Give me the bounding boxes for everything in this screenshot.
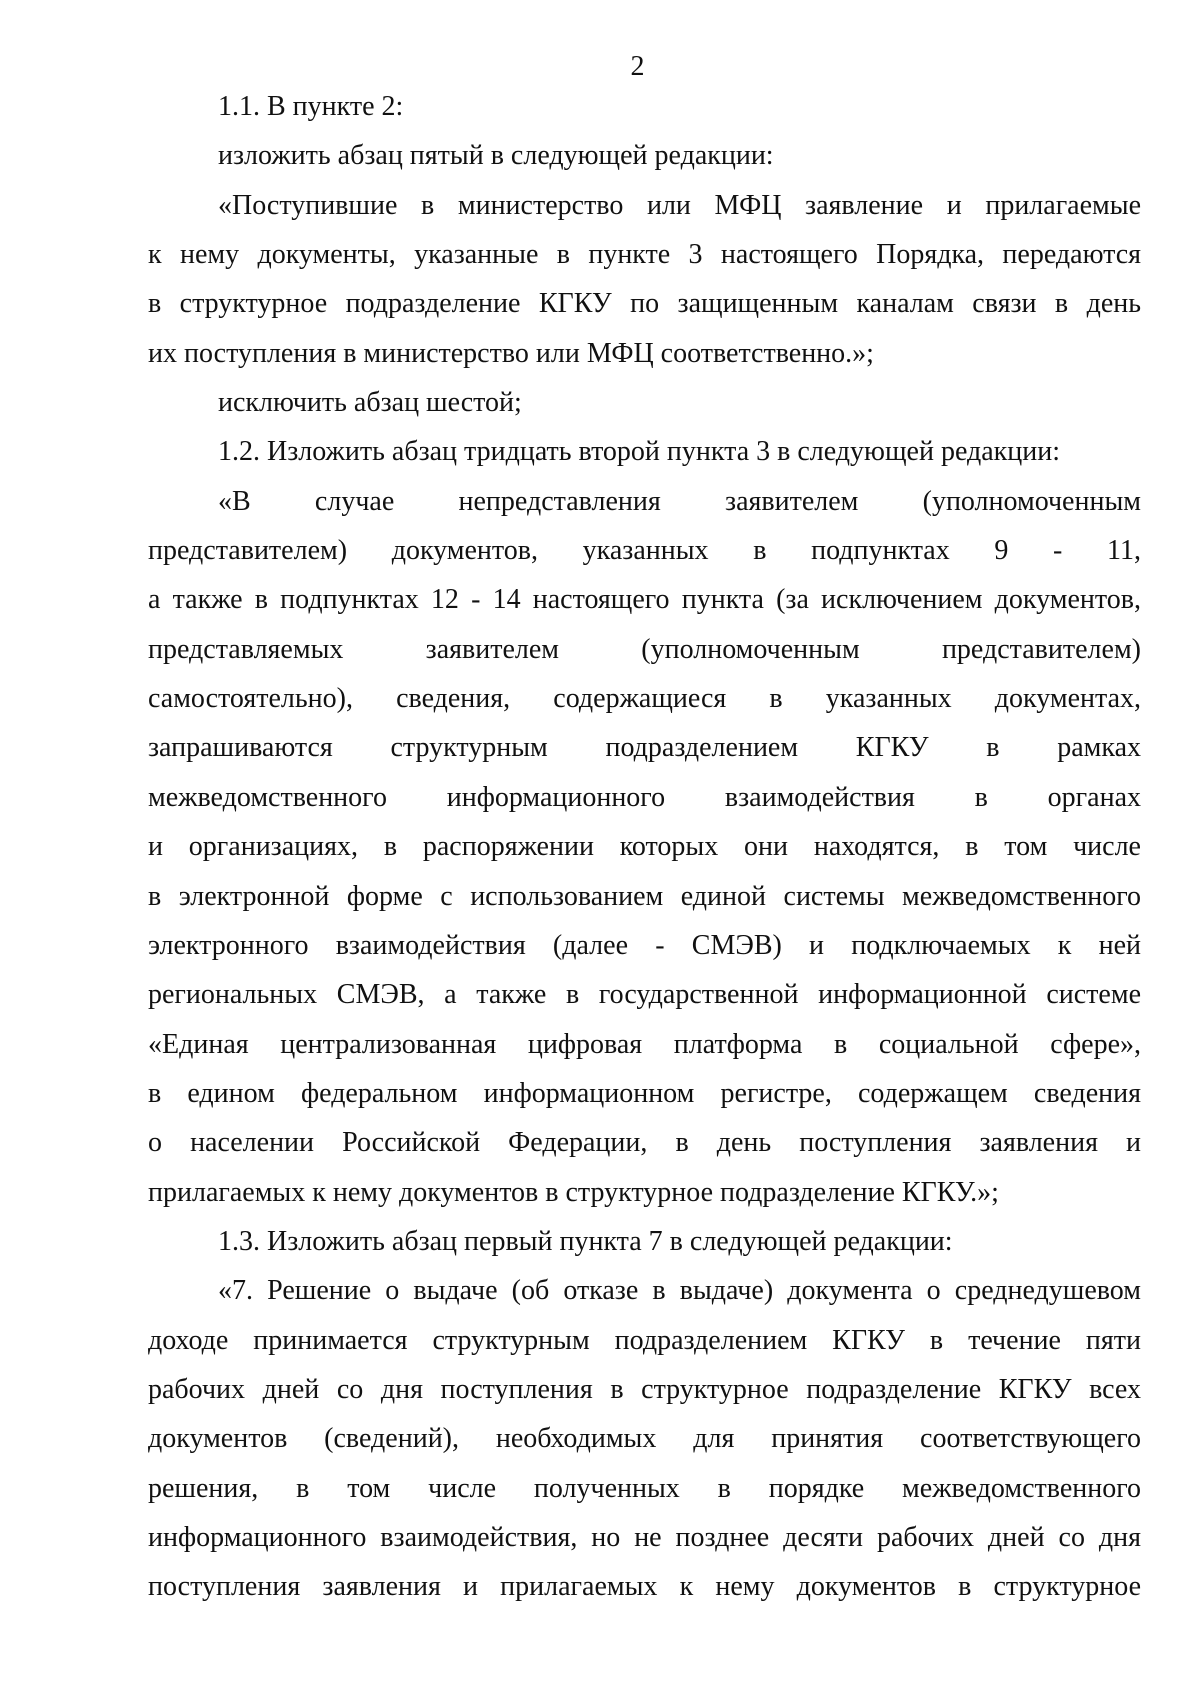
document-body <box>148 82 1141 1612</box>
text-line: самостоятельно), сведения, содержащиеся в указанных документах, <box>148 683 1141 715</box>
text-line: доходе принимается структурным подразделением КГКУ в течение пяти <box>148 1324 1141 1356</box>
text-line: представляемых заявителем (уполномоченным представителем) <box>148 633 1141 665</box>
text-line: в электронной форме с использованием единой системы межведомственного <box>148 880 1141 912</box>
text-line: о населении Российской Федерации, в день поступления заявления и <box>148 1127 1141 1159</box>
page-number: 2 <box>630 51 645 82</box>
text-line: их поступления в министерство или МФЦ соответственно.»; <box>148 337 874 369</box>
text-line: в едином федеральном информационном регистре, содержащем сведения <box>148 1077 1141 1109</box>
text-line: решения, в том числе полученных в порядке межведомственного <box>148 1472 1141 1504</box>
text-line: изложить абзац пятый в следующей редакции: <box>218 140 774 172</box>
text-line: рабочих дней со дня поступления в структурное подразделение КГКУ всех <box>148 1373 1141 1405</box>
text-line: запрашиваются структурным подразделением КГКУ в рамках <box>148 732 1141 764</box>
text-line: «В случае непредставления заявителем (уполномоченным <box>218 485 1141 517</box>
text-line: «7. Решение о выдаче (об отказе в выдаче) документа о среднедушевом <box>218 1275 1141 1307</box>
text-line: межведомственного информационного взаимодействия в органах <box>148 781 1141 813</box>
text-line: 1.2. Изложить абзац тридцать второй пункта 3 в следующей редакции: <box>218 436 1061 468</box>
text-line: «Поступившие в министерство или МФЦ заявление и прилагаемые <box>218 189 1141 221</box>
text-line: исключить абзац шестой; <box>218 387 522 419</box>
text-line: 1.1. В пункте 2: <box>218 91 404 122</box>
text-line: региональных СМЭВ, а также в государственной информационной системе <box>148 979 1141 1011</box>
text-line: поступления заявления и прилагаемых к нему документов в структурное <box>148 1571 1141 1603</box>
text-line: прилагаемых к нему документов в структурное подразделение КГКУ.»; <box>148 1176 999 1208</box>
text-line: информационного взаимодействия, но не позднее десяти рабочих дней со дня <box>148 1521 1141 1553</box>
text-line: электронного взаимодействия (далее - СМЭВ) и подключаемых к ней <box>148 929 1141 961</box>
text-line: а также в подпунктах 12 - 14 настоящего пункта (за исключением документов, <box>148 584 1141 616</box>
text-line: «Единая централизованная цифровая платформа в социальной сфере», <box>148 1028 1141 1060</box>
text-line: представителем) документов, указанных в подпунктах 9 - 11, <box>148 535 1141 567</box>
text-line: 1.3. Изложить абзац первый пункта 7 в следующей редакции: <box>218 1225 953 1257</box>
text-line: в структурное подразделение КГКУ по защищенным каналам связи в день <box>148 288 1141 320</box>
text-line: документов (сведений), необходимых для принятия соответствующего <box>148 1423 1141 1455</box>
text-line: к нему документы, указанные в пункте 3 настоящего Порядка, передаются <box>148 239 1141 271</box>
text-line: и организациях, в распоряжении которых они находятся, в том числе <box>148 831 1141 863</box>
